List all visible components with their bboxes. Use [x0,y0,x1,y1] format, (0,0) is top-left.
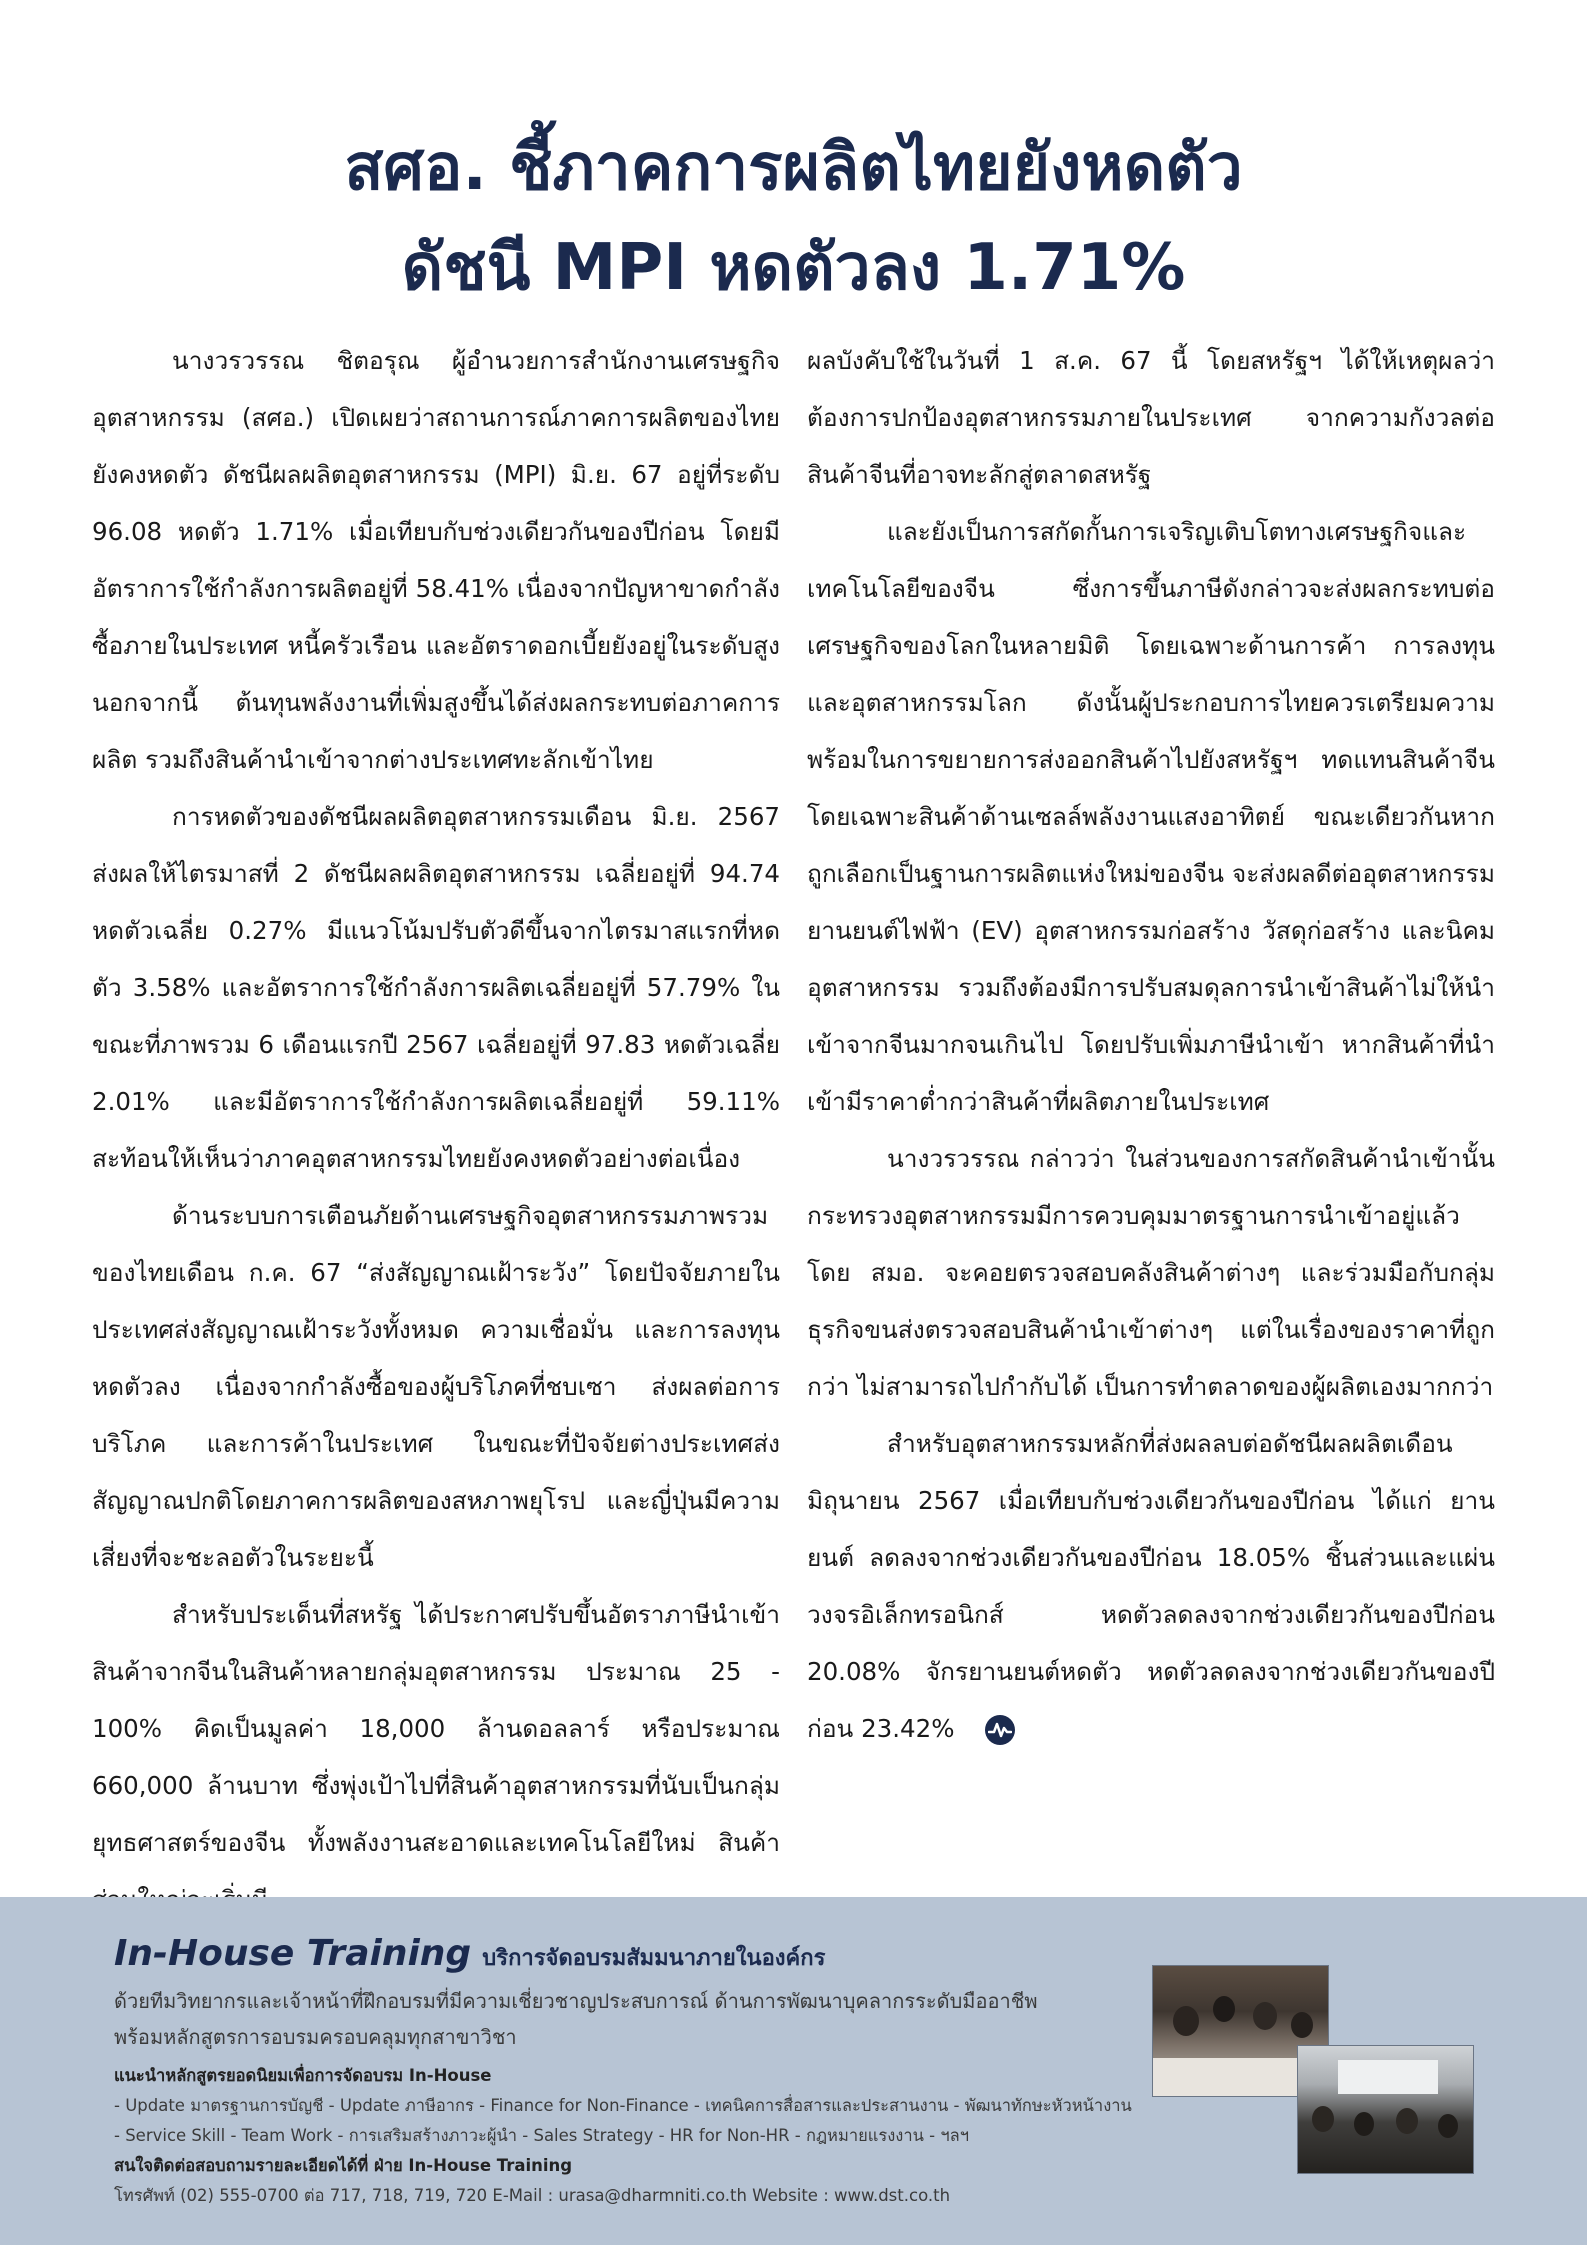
classroom-photo [1297,2045,1474,2174]
paragraph: นางวรวรรณ กล่าวว่า ในส่วนของการสกัดสินค้านำเข้านั้น กระทรวงอุตสาหกรรมมีการควบคุมมาตรฐานการนำเข้าอยู่แล้ว โดย สมอ. จะคอยตรวจสอบคลังสินค้าต่างๆ และร่วมมือกับกลุ่มธุรกิจขนส่งตรวจสอบสินค้านำเข้าต่างๆ แต่ในเรื่องของราคาที่ถูกกว่า ไม่สามารถไปกำกับได้ เป็นการทำตลาดของผู้ผลิตเองมากกว่า [807,1144,1495,1401]
article-left-column [92,332,780,1928]
paragraph-last [807,1415,1495,1757]
courses-list-1: - Update มาตรฐานการบัญชี - Update ภาษีอากร - Finance for Non-Finance - เทคนิคการสื่อสารและประสานงาน - พัฒนาทักษะหัวหน้างาน [114,2096,1132,2115]
banner-description-line-2: พร้อมหลักสูตรการอบรมครอบคลุมทุกสาขาวิชา [114,2025,517,2049]
paragraph: นางวรวรรณ ชิตอรุณ ผู้อำนวยการสำนักงานเศรษฐกิจอุตสาหกรรม (สศอ.) เปิดเผยว่าสถานการณ์ภาคการผลิตของไทยยังคงหดตัว ดัชนีผลผลิตอุตสาหกรรม (MPI) มิ.ย. 67 อยู่ที่ระดับ 96.08 หดตัว 1.71% เมื่อเทียบกับช่วงเดียวกันของปีก่อน โดยมีอัตราการใช้กำลังการผลิตอยู่ที่ 58.41% เนื่องจากปัญหาขาดกำลังซื้อภายในประเทศ หนี้ครัวเรือน และอัตราดอกเบี้ยยังอยู่ในระดับสูง นอกจากนี้ ต้นทุนพลังงานที่เพิ่มสูงขึ้นได้ส่งผลกระทบต่อภาคการผลิต รวมถึงสินค้านำเข้าจากต่างประเทศทะลักเข้าไทย [92,346,780,774]
banner-description-line-1: ด้วยทีมวิทยากรและเจ้าหน้าที่ฝึกอบรมที่มีความเชี่ยวชาญประสบการณ์ ด้านการพัฒนาบุคลากรระดับมืออาชีพ [114,1989,1038,2013]
article-title [0,118,1587,318]
paragraph: ผลบังคับใช้ในวันที่ 1 ส.ค. 67 นี้ โดยสหรัฐฯ ได้ให้เหตุผลว่าต้องการปกป้องอุตสาหกรรมภายในประเทศ จากความกังวลต่อสินค้าจีนที่อาจทะลักสู่ตลาดสหรัฐ [807,346,1495,489]
courses-list-2: - Service Skill - Team Work - การเสริมสร้างภาวะผู้นำ - Sales Strategy - HR for Non-HR - กฎหมายแรงงาน - ฯลฯ [114,2126,969,2145]
paragraph: และยังเป็นการสกัดกั้นการเจริญเติบโตทางเศรษฐกิจและเทคโนโลยีของจีน ซึ่งการขึ้นภาษีดังกล่าวจะส่งผลกระทบต่อเศรษฐกิจของโลกในหลายมิติ โดยเฉพาะด้านการค้า การลงทุนและอุตสาหกรรมโลก ดังนั้นผู้ประกอบการไทยควรเตรียมความพร้อมในการขยายการส่งออกสินค้าไปยังสหรัฐฯ ทดแทนสินค้าจีน โดยเฉพาะสินค้าด้านเซลล์พลังงานแสงอาทิตย์ ขณะเดียวกันหากถูกเลือกเป็นฐานการผลิตแห่งใหม่ของจีน จะส่งผลดีต่ออุตสาหกรรมยานยนต์ไฟฟ้า (EV) อุตสาหกรรมก่อสร้าง วัสดุก่อสร้าง และนิคมอุตสาหกรรม รวมถึงต้องมีการปรับสมดุลการนำเข้าสินค้าไม่ให้นำเข้าจากจีนมากจนเกินไป โดยปรับเพิ่มภาษีนำเข้า หากสินค้าที่นำเข้ามีราคาต่ำกว่าสินค้าที่ผลิตภายในประเทศ [807,517,1495,1116]
in-house-training-banner [0,1897,1587,2245]
publication-end-mark-icon [985,1715,1015,1745]
contact-heading: สนใจติดต่อสอบถามรายละเอียดได้ที่ ฝ่าย In-House Training [114,2156,573,2175]
paragraph: ด้านระบบการเตือนภัยด้านเศรษฐกิจอุตสาหกรรมภาพรวมของไทยเดือน ก.ค. 67 “ส่งสัญญาณเฝ้าระวัง” โดยปัจจัยภายในประเทศส่งสัญญาณเฝ้าระวังทั้งหมด ความเชื่อมั่น และการลงทุนหดตัวลง เนื่องจากกำลังซื้อของผู้บริโภคที่ชบเซา ส่งผลต่อการบริโภค และการค้าในประเทศ ในขณะที่ปัจจัยต่างประเทศส่งสัญญาณปกติโดยภาคการผลิตของสหภาพยุโรป และญี่ปุ่นมีความเสี่ยงที่จะชะลอตัวในระยะนี้ [92,1201,780,1572]
banner-heading [114,1933,825,1975]
contact-details: โทรศัพท์ (02) 555-0700 ต่อ 717, 718, 719, 720 E-Mail : urasa@dharmniti.co.th Website : www.dst.co.th [114,2186,951,2205]
paragraph-text: สำหรับอุตสาหกรรมหลักที่ส่งผลลบต่อดัชนีผลผลิตเดือนมิถุนายน 2567 เมื่อเทียบกับช่วงเดียวกันของปีก่อน ได้แก่ ยานยนต์ ลดลงจากช่วงเดียวกันของปีก่อน 18.05% ชิ้นส่วนและแผ่นวงจรอิเล็กทรอนิกส์ หดตัวลดลงจากช่วงเดียวกันของปีก่อน 20.08% จักรยานยนต์หดตัว หดตัวลดลงจากช่วงเดียวกันของปีก่อน 23.42% [807,1429,1495,1743]
paragraph: การหดตัวของดัชนีผลผลิตอุตสาหกรรมเดือน มิ.ย. 2567 ส่งผลให้ไตรมาสที่ 2 ดัชนีผลผลิตอุตสาหกรรม เฉลี่ยอยู่ที่ 94.74 หดตัวเฉลี่ย 0.27% มีแนวโน้มปรับตัวดีขึ้นจากไตรมาสแรกที่หดตัว 3.58% และอัตราการใช้กำลังการผลิตเฉลี่ยอยู่ที่ 57.79% ในขณะที่ภาพรวม 6 เดือนแรกปี 2567 เฉลี่ยอยู่ที่ 97.83 หดตัวเฉลี่ย 2.01% และมีอัตราการใช้กำลังการผลิตเฉลี่ยอยู่ที่ 59.11% สะท้อนให้เห็นว่าภาคอุตสาหกรรมไทยยังคงหดตัวอย่างต่อเนื่อง [92,802,780,1173]
paragraph: สำหรับประเด็นที่สหรัฐ ได้ประกาศปรับขึ้นอัตราภาษีนำเข้าสินค้าจากจีนในสินค้าหลายกลุ่มอุตสาหกรรม ประมาณ 25 - 100% คิดเป็นมูลค่า 18,000 ล้านดอลลาร์ หรือประมาณ 660,000 ล้านบาท ซึ่งพุ่งเป้าไปที่สินค้าอุตสาหกรรมที่นับเป็นกลุ่มยุทธศาสตร์ของจีน ทั้งพลังงานสะอาดและเทคโนโลยีใหม่ สินค้า [92,1600,780,1857]
title-line-2: ดัชนี MPI หดตัวลง 1.71% [401,231,1186,305]
title-line-1: สศอ. ชี้ภาคการผลิตไทยยังหดตัว [344,131,1243,205]
courses-heading: แนะนำหลักสูตรยอดนิยมเพื่อการจัดอบรม In-House [114,2066,492,2085]
banner-subtitle: บริการจัดอบรมสัมมนาภายในองค์กร [482,1946,826,1971]
banner-title: In-House Training [114,1933,472,1974]
article-right-column [807,332,1495,1757]
